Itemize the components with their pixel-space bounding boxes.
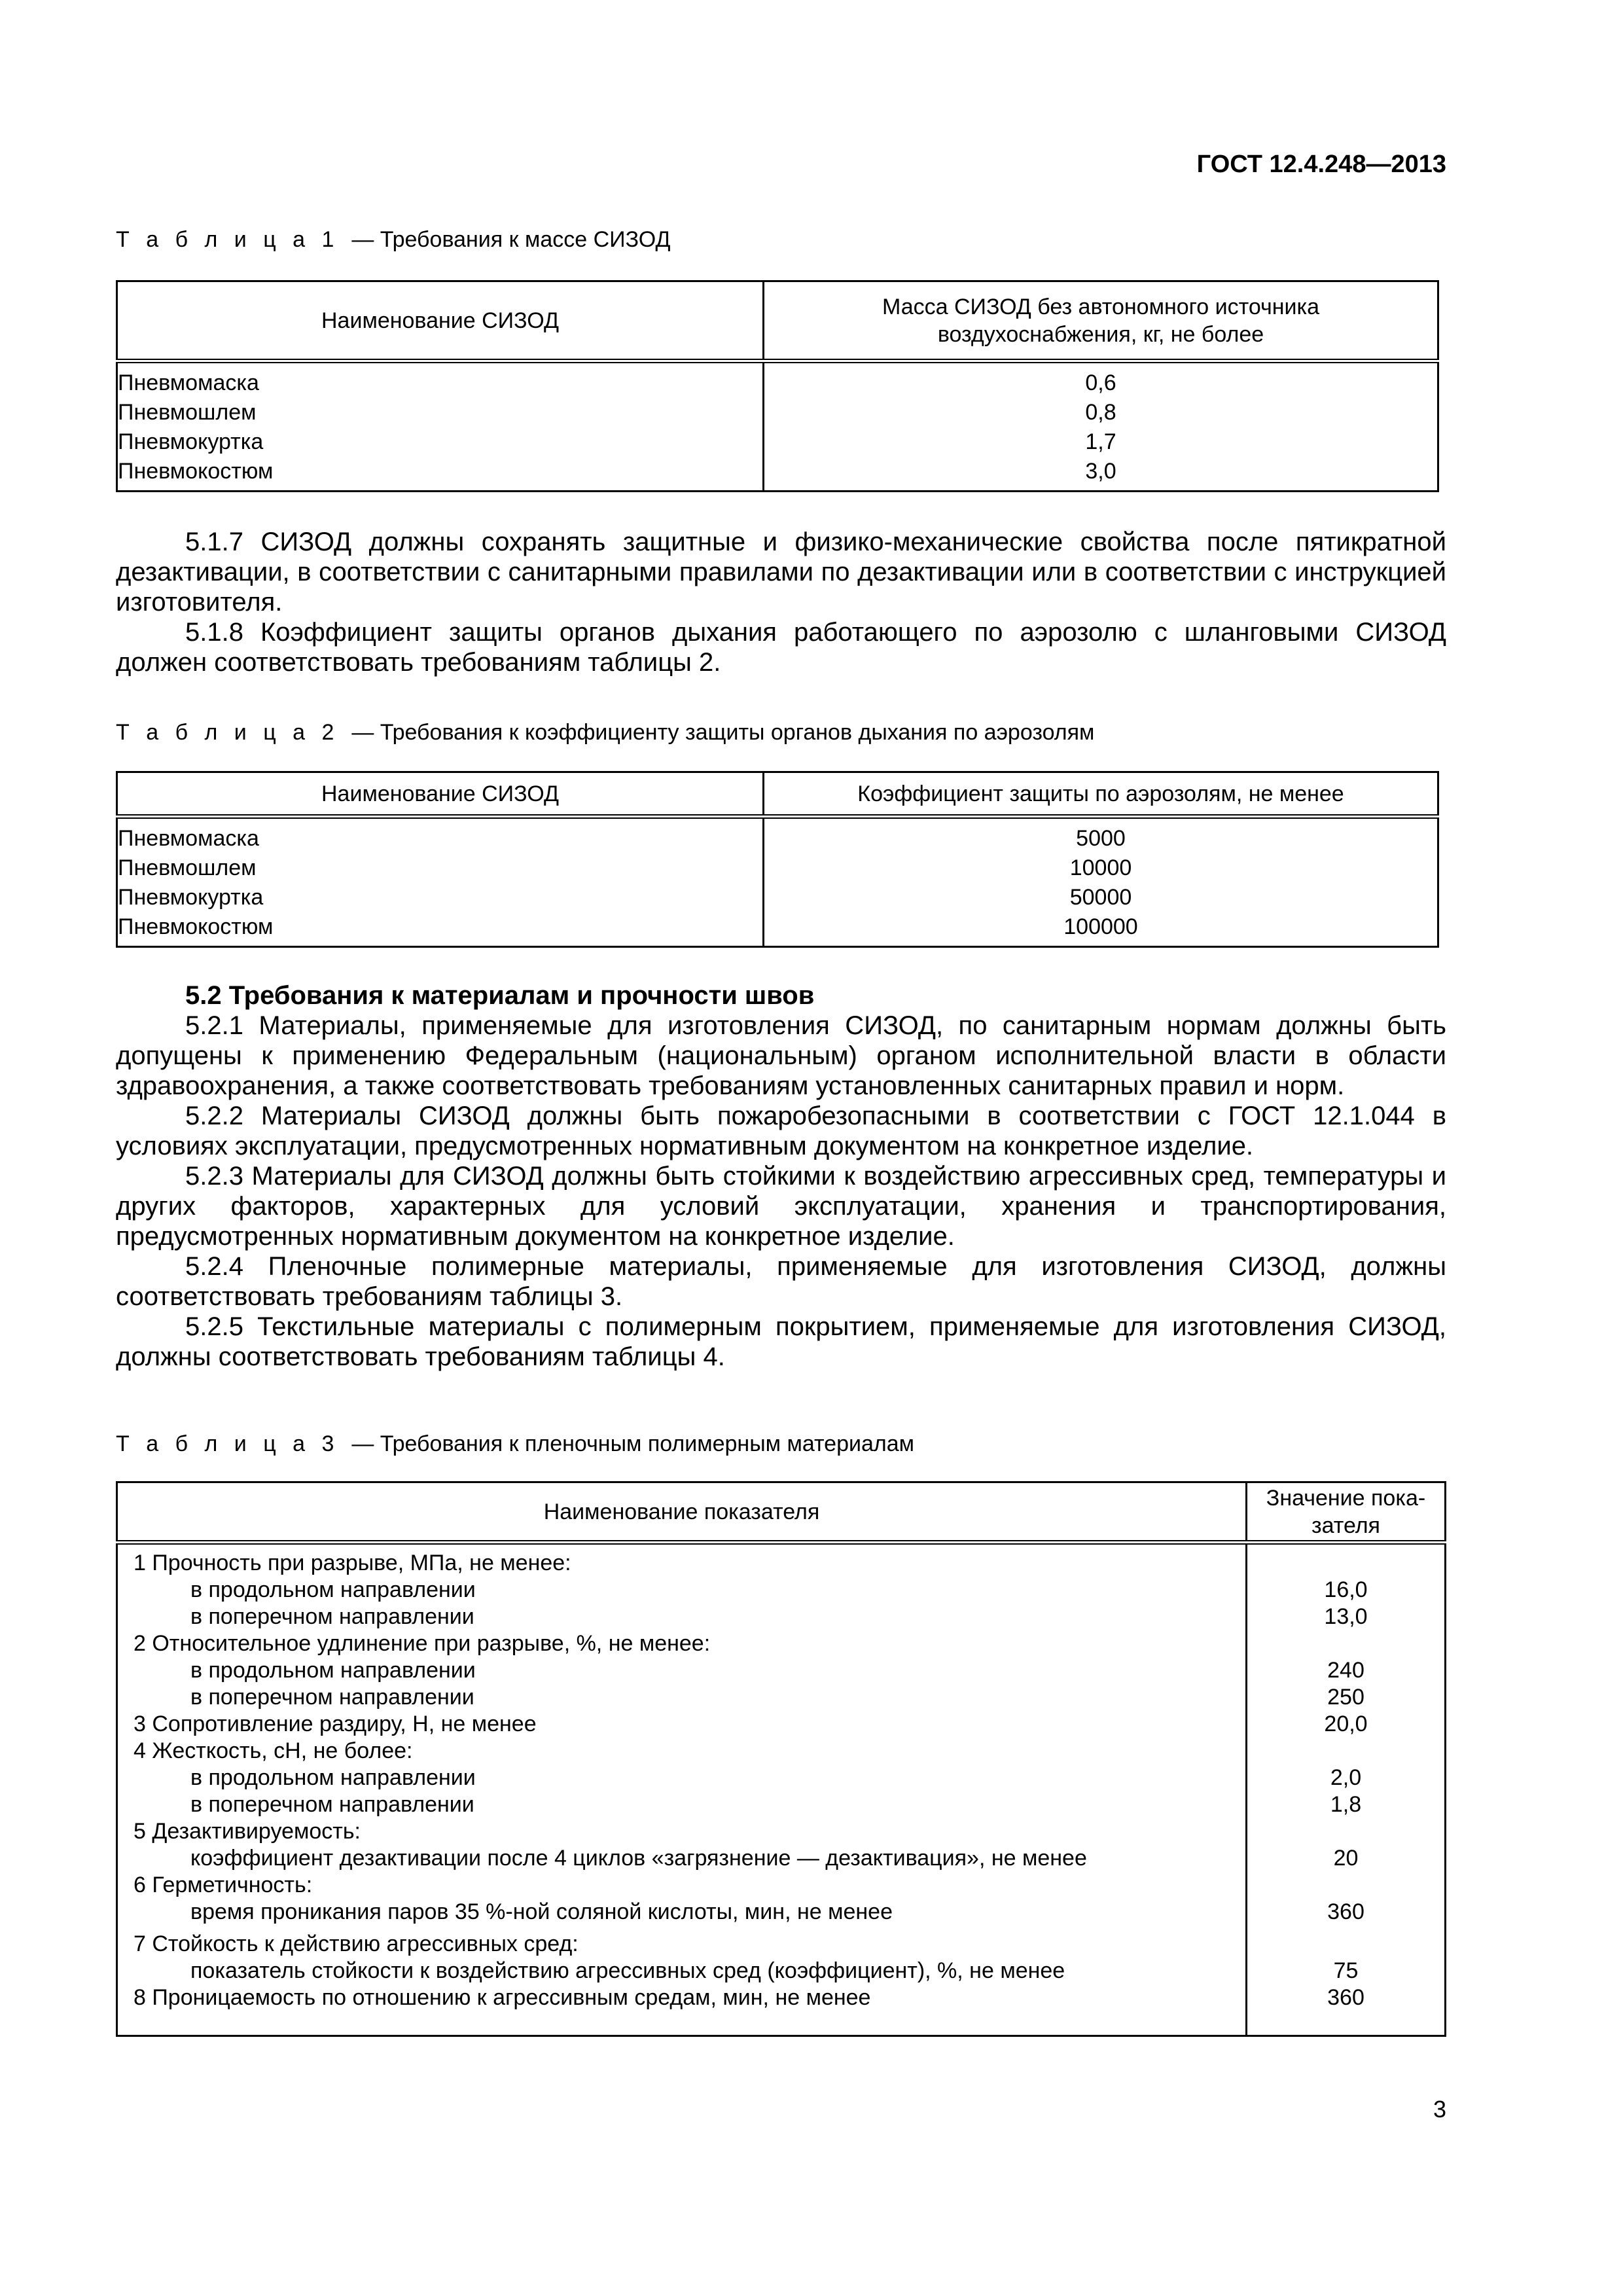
table3-row-value: 240 <box>1327 1658 1364 1683</box>
table1-row-name: Пневмошлем <box>118 400 257 425</box>
table1-header-name: Наименование СИЗОД <box>117 281 764 361</box>
table3-row-value <box>1247 1630 1444 1657</box>
table3-row-text: показатель стойкости к воздействию агрессивных сред (коэффициент), %, не менее <box>190 1958 1065 1983</box>
table3-row-text: 7 Стойкость к действию агрессивных сред: <box>134 1931 579 1956</box>
table3-row-text: в поперечном направлении <box>190 1604 474 1629</box>
table3-header-indicator: Наименование показателя <box>117 1482 1247 1543</box>
table3-caption-label: Т а б л и ц а 3 <box>116 1431 340 1456</box>
table1-row-value: 0,6 <box>1085 370 1116 395</box>
table3-values-cell <box>1247 1543 1446 2036</box>
table1-caption-label: Т а б л и ц а 1 <box>116 227 340 252</box>
table2 <box>116 771 1439 948</box>
table1-header-mass-line2: воздухоснабжения, кг, не более <box>937 321 1264 347</box>
table3-row-value: 360 <box>1327 1985 1364 2010</box>
table3-row-value: 1,8 <box>1330 1792 1362 1817</box>
table1-row-name: Пневмомаска <box>118 370 259 395</box>
table2-values-cell <box>764 817 1438 947</box>
table2-names-cell <box>117 817 764 947</box>
table3-row-value: 16,0 <box>1324 1577 1368 1602</box>
table3-spacer <box>134 1926 1245 1931</box>
table2-row-name: Пневмокуртка <box>118 885 264 910</box>
table1-row-name: Пневмокуртка <box>118 429 264 454</box>
table2-row-value: 100000 <box>1063 914 1138 939</box>
table3-row-value <box>1247 1550 1444 1577</box>
page-number: 3 <box>1433 2096 1446 2123</box>
table3-row-value: 20,0 <box>1324 1712 1368 1736</box>
table3-row-value <box>1247 1738 1444 1765</box>
table1-row-value: 0,8 <box>1085 400 1116 425</box>
table3-row-text: 8 Проницаемость по отношению к агрессивным средам, мин, не менее <box>134 1985 871 2010</box>
paragraph-5-2-5: 5.2.5 Текстильные материалы с полимерным покрытием, применяемые для изготовления СИЗОД, должны соответствовать требованиям таблицы 4. <box>116 1312 1446 1371</box>
table3-row-text: 1 Прочность при разрыве, МПа, не менее: <box>134 1551 571 1575</box>
table1-caption <box>116 227 671 253</box>
table3-row-value <box>1247 1872 1444 1899</box>
table3-row-value: 13,0 <box>1324 1604 1368 1629</box>
table3-row-value <box>1247 1818 1444 1845</box>
table3-row-text: в продольном направлении <box>190 1577 476 1602</box>
table2-row-name: Пневмокостюм <box>118 914 274 939</box>
table1-caption-text: — Требования к массе СИЗОД <box>351 227 671 252</box>
table3-caption <box>116 1431 914 1457</box>
table3-row-text: в продольном направлении <box>190 1658 476 1683</box>
table1-row-value: 1,7 <box>1085 429 1116 454</box>
table3-header-value <box>1247 1482 1446 1543</box>
table3-row-value: 75 <box>1333 1958 1359 1983</box>
table3-spacer <box>1247 1926 1444 1931</box>
table3-row-text: 4 Жесткость, сН, не более: <box>134 1738 413 1763</box>
table2-caption-text: — Требования к коэффициенту защиты органов дыхания по аэрозолям <box>351 720 1095 745</box>
table3-row-text: время проникания паров 35 %-ной соляной кислоты, мин, не менее <box>190 1899 893 1924</box>
document-header-id: ГОСТ 12.4.248—2013 <box>1196 151 1446 178</box>
table1-names-cell <box>117 361 764 492</box>
table3 <box>116 1481 1446 2037</box>
table3-row-text: коэффициент дезактивации после 4 циклов «загрязнение — дезактивация», не менее <box>190 1846 1087 1871</box>
table3-row-value: 2,0 <box>1330 1765 1362 1790</box>
section-5-2-heading: 5.2 Требования к материалам и прочности швов <box>185 981 815 1010</box>
table3-row-text: в продольном направлении <box>190 1765 476 1790</box>
table3-row-value <box>1247 1931 1444 1958</box>
table2-row-value: 5000 <box>1076 826 1126 851</box>
table1 <box>116 280 1439 492</box>
table1-header-mass <box>764 281 1438 361</box>
table3-row-value: 360 <box>1327 1899 1364 1924</box>
table3-row-text: в поперечном направлении <box>190 1685 474 1710</box>
table2-header-name: Наименование СИЗОД <box>117 772 764 817</box>
table3-header-value-line2: зателя <box>1311 1513 1380 1538</box>
section-5-2 <box>116 980 1446 1372</box>
table3-row-text: 3 Сопротивление раздиру, Н, не менее <box>134 1712 537 1736</box>
table2-row-value: 50000 <box>1069 885 1132 910</box>
table3-header-value-line1: Значение пока- <box>1266 1485 1426 1511</box>
table3-row-text: 2 Относительное удлинение при разрыве, %, не менее: <box>134 1631 711 1656</box>
table2-caption <box>116 720 1094 745</box>
table3-row-text: в поперечном направлении <box>190 1792 474 1817</box>
table3-row-value: 250 <box>1327 1685 1364 1710</box>
table3-indicators-cell <box>117 1543 1247 2036</box>
table2-row-name: Пневмомаска <box>118 826 259 851</box>
text-block-1 <box>116 527 1446 677</box>
table2-row-value: 10000 <box>1069 855 1132 880</box>
table3-row-text: 5 Дезактивируемость: <box>134 1819 361 1844</box>
table2-row-name: Пневмошлем <box>118 855 257 880</box>
table2-header-coef: Коэффициент защиты по аэрозолям, не менее <box>764 772 1438 817</box>
paragraph-5-2-3: 5.2.3 Материалы для СИЗОД должны быть стойкими к воздействию агрессивных сред, температуры и других факторов, характерных для условий эксплуатации, хранения и транспортирования, предусмотренных нормативным документом на конкретное изделие. <box>116 1162 1446 1251</box>
paragraph-5-2-2: 5.2.2 Материалы СИЗОД должны быть пожаробезопасными в соответствии с ГОСТ 12.1.044 в условиях эксплуатации, предусмотренных нормативным документом на конкретное изделие. <box>116 1102 1446 1160</box>
table2-caption-label: Т а б л и ц а 2 <box>116 720 340 745</box>
table1-values-cell <box>764 361 1438 492</box>
paragraph-5-2-4: 5.2.4 Пленочные полимерные материалы, применяемые для изготовления СИЗОД, должны соответствовать требованиям таблицы 3. <box>116 1252 1446 1311</box>
table3-caption-text: — Требования к пленочным полимерным материалам <box>351 1431 915 1456</box>
paragraph-5-1-8: 5.1.8 Коэффициент защиты органов дыхания работающего по аэрозолю с шланговыми СИЗОД должен соответствовать требованиям таблицы 2. <box>116 618 1446 677</box>
table3-row-value: 20 <box>1333 1846 1359 1871</box>
table1-row-name: Пневмокостюм <box>118 459 274 484</box>
table1-row-value: 3,0 <box>1085 459 1116 484</box>
paragraph-5-1-7: 5.1.7 СИЗОД должны сохранять защитные и физико-механические свойства после пятикратной дезактивации, в соответствии с санитарными правилами по дезактивации или в соответствии с инструкцией изготовителя. <box>116 528 1446 617</box>
paragraph-5-2-1: 5.2.1 Материалы, применяемые для изготовления СИЗОД, по санитарным нормам должны быть допущены к применению Федеральным (национальным) органом исполнительной власти в области здравоохранения, а также соответствовать требованиям установленных санитарных правил и норм. <box>116 1011 1446 1100</box>
table3-row-text: 6 Герметичность: <box>134 1873 313 1897</box>
table1-header-mass-line1: Масса СИЗОД без автономного источника <box>882 294 1319 319</box>
